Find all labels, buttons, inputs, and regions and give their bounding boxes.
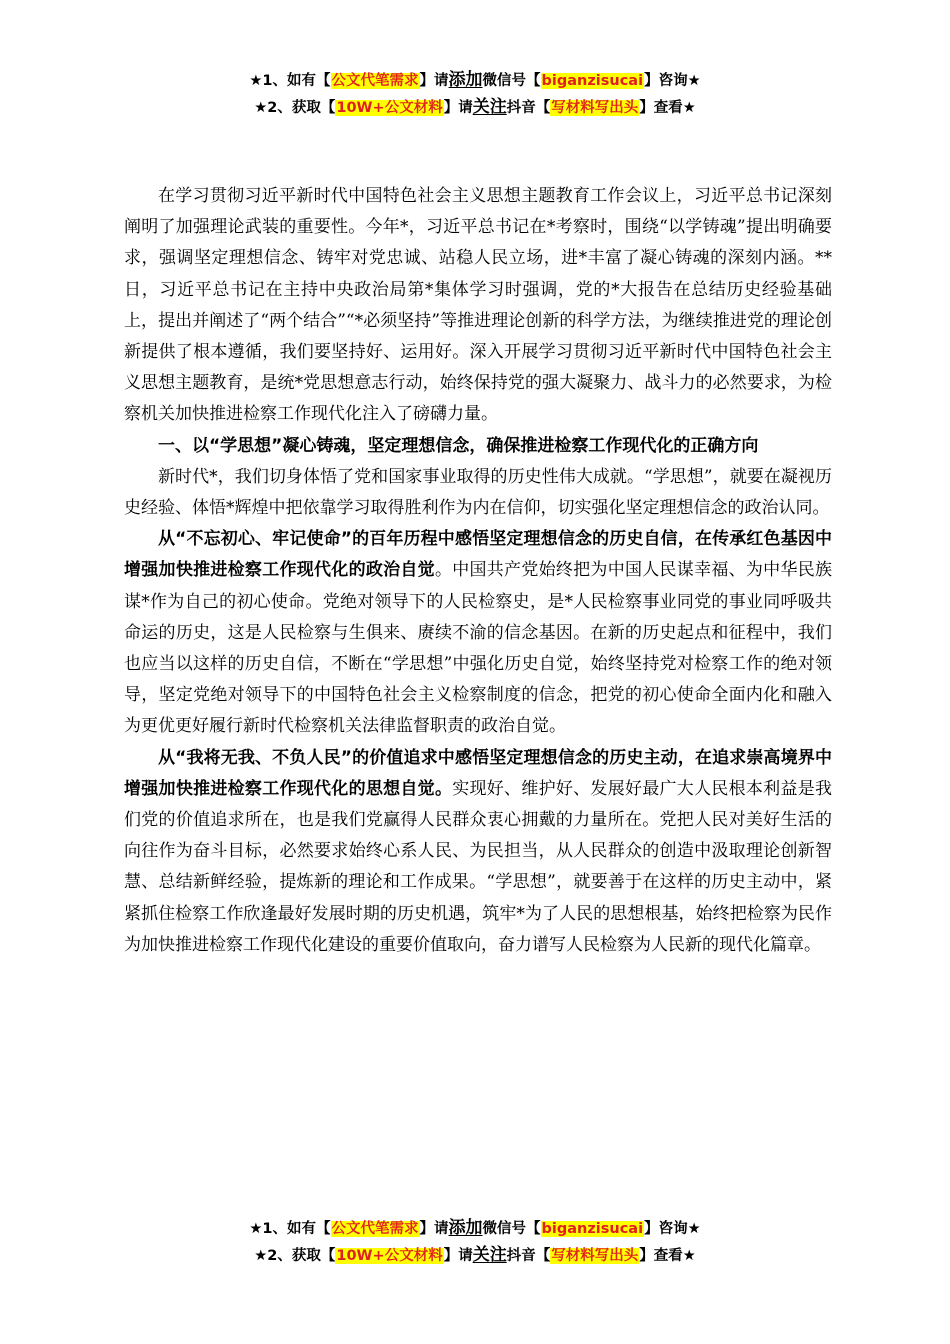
footer-banner	[0, 1215, 950, 1269]
paragraph-3	[124, 524, 832, 742]
paragraph-4-lead: 从“我将无我、不负人民”的价值追求中感悟坚定理想信念的历史主动，在追求崇高境界中增强加快推进检察工作现代化的思想自觉。	[124, 747, 832, 799]
banner-text: ★1、如有【	[249, 1221, 331, 1237]
banner-line-2	[0, 1242, 950, 1269]
banner-text: ★2、获取【	[254, 1248, 336, 1264]
section-heading-1: 一、以“学思想”凝心铸魂，坚定理想信念，确保推进检察工作现代化的正确方向	[158, 435, 759, 456]
header-banner	[0, 67, 950, 121]
emphasis-follow: 关注	[472, 1245, 507, 1265]
banner-text: 】查看★	[639, 1248, 696, 1264]
paragraph-3-lead: 从“不忘初心、牢记使命”的百年历程中感悟坚定理想信念的历史自信，在传承红色基因中增强加快推进检察工作现代化的政治自觉	[124, 529, 832, 581]
banner-line-2	[0, 94, 950, 121]
banner-text: ★2、获取【	[254, 100, 336, 116]
paragraph-3-text: 。中国共产党始终把为中国人民谋幸福、为中华民族谋*作为自己的初心使命。党绝对领导下的人民检察史，是*人民检察事业同党的事业同呼吸共命运的历史，这是人民检察与生俱来、赓续不渝的信念基因。在新的历史起点和征程中，我们也应当以这样的历史自信，不断在“学思想”中强化历史自觉，始终坚持党对检察工作的绝对领导，坚定党绝对领导下的中国特色社会主义检察制度的信念，把党的初心使命全面内化和融入为更优更好履行新时代检察机关法律监督职责的政治自觉。	[124, 560, 833, 737]
banner-text: 微信号【	[482, 73, 541, 89]
highlight-materials: 10W+公文材料	[336, 1248, 443, 1264]
highlight-service: 公文代笔需求	[331, 73, 419, 89]
banner-line-1	[0, 1215, 950, 1242]
banner-text: 微信号【	[482, 1221, 541, 1237]
highlight-wechat-id: biganzisucai	[541, 1221, 644, 1237]
highlight-douyin-id: 写材料写出头	[551, 100, 639, 116]
highlight-materials: 10W+公文材料	[336, 100, 443, 116]
banner-text: 】咨询★	[644, 1221, 701, 1237]
highlight-douyin-id: 写材料写出头	[551, 1248, 639, 1264]
banner-text: 】咨询★	[644, 73, 701, 89]
banner-text: 抖音【	[506, 1248, 551, 1264]
banner-text: ★1、如有【	[249, 73, 331, 89]
banner-text: 抖音【	[506, 100, 551, 116]
banner-text: 】请	[443, 1248, 473, 1264]
paragraph-2: 新时代*，我们切身体悟了党和国家事业取得的历史性伟大成就。“学思想”，就要在凝视历史经验、体悟*辉煌中把依靠学习取得胜利作为内在信仰，切实强化坚定理想信念的政治认同。	[124, 466, 832, 519]
banner-line-1	[0, 67, 950, 94]
banner-text: 】请	[419, 73, 449, 89]
highlight-wechat-id: biganzisucai	[541, 73, 644, 89]
paragraph-intro: 在学习贯彻习近平新时代中国特色社会主义思想主题教育工作会议上，习近平总书记深刻阐明了加强理论武装的重要性。今年*，习近平总书记在*考察时，围绕“以学铸魂”提出明确要求，强调坚定理想信念、铸牢对党忠诚、站稳人民立场，进*丰富了凝心铸魂的深刻内涵。**日，习近平总书记在主持中央政治局第*集体学习时强调，党的*大报告在总结历史经验基础上，提出并阐述了“两个结合”“*必须坚持”等推进理论创新的科学方法，为继续推进党的理论创新提供了根本遵循，我们要坚持好、运用好。深入开展学习贯彻习近平新时代中国特色社会主义思想主题教育，是统*党思想意志行动，始终保持党的强大凝聚力、战斗力的必然要求，为检察机关加快推进检察工作现代化注入了磅礴力量。	[124, 186, 832, 425]
emphasis-add: 添加	[448, 1218, 483, 1238]
emphasis-add: 添加	[448, 70, 483, 90]
banner-text: 】查看★	[639, 100, 696, 116]
article-body	[124, 181, 832, 961]
paragraph-4	[124, 743, 832, 961]
emphasis-follow: 关注	[472, 97, 507, 117]
banner-text: 】请	[419, 1221, 449, 1237]
banner-text: 】请	[443, 100, 473, 116]
paragraph-4-text: 实现好、维护好、发展好最广大人民根本利益是我们党的价值追求所在，也是我们党赢得人民群众衷心拥戴的力量所在。党把人民对美好生活的向往作为奋斗目标，必然要求始终心系人民、为民担当，从人民群众的创造中汲取理论创新智慧、总结新鲜经验，提炼新的理论和工作成果。“学思想”，就要善于在这样的历史主动中，紧紧抓住检察工作欣逢最好发展时期的历史机遇，筑牢*为了人民的思想根基，始终把检察为民作为加快推进检察工作现代化建设的重要价值取向，奋力谱写人民检察为人民新的现代化篇章。	[124, 778, 833, 955]
highlight-service: 公文代笔需求	[331, 1221, 419, 1237]
